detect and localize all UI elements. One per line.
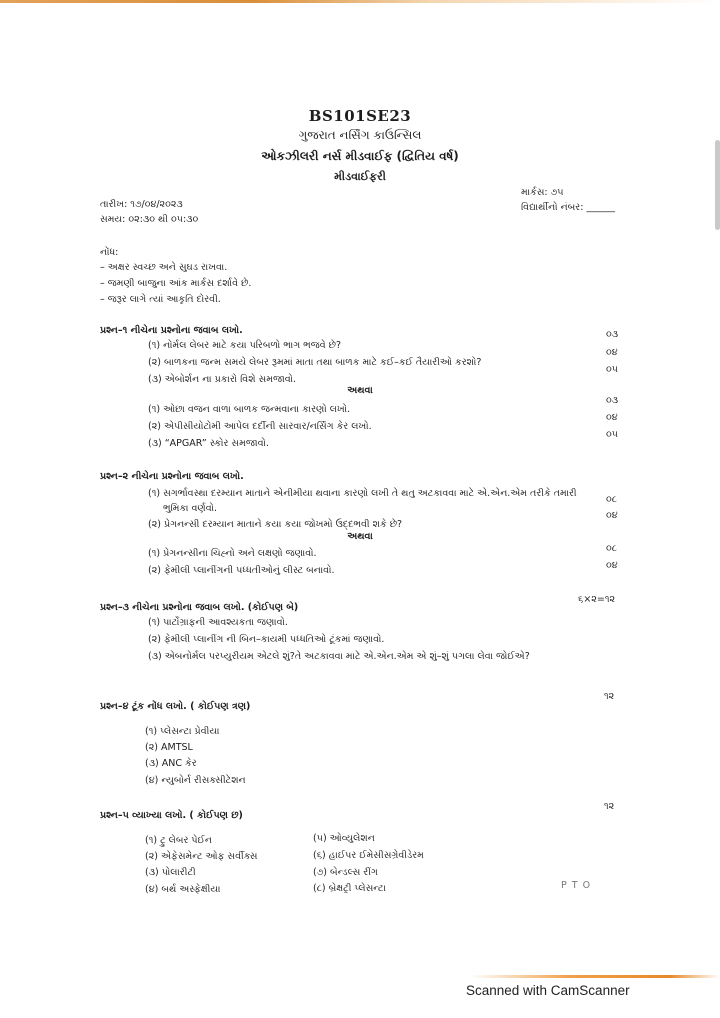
course-title: ઓકઝીલરી નર્સ મીડવાઈફ (દ્વિતિય વર્ષ): [261, 149, 459, 163]
q5-left-item: (૩) પોલારીટી: [145, 867, 196, 878]
q5-right-item: (૮) બ્રેક્ષટ્રી પ્લેસન્ટા: [313, 883, 386, 894]
q4-item: (૪) ન્યુબોર્ન રીસક્સીટેશન: [145, 775, 246, 786]
q2-item-marks: ૦૪: [606, 510, 618, 521]
subject-title: મીડવાઈફરી: [334, 170, 386, 183]
q4-item: (૧) પ્લેસન્ટા પ્રેવીયા: [145, 726, 220, 737]
q1-item: (૩) એબોર્શન ના પ્રકારો વિશે સમજાવો.: [148, 374, 297, 385]
q1-item: (૧) નોર્મલ લેબર માટે કયા પરિબળો ભાગ ભજવે છે?: [148, 340, 342, 351]
note-item: – જરૂર લાગે ત્યાં આકૃતિ દોરવી.: [100, 294, 221, 305]
q2-item: (૧) સગર્ભાવસ્થા દરમ્યાન માતાને એનીમીયા થવાના કારણો લખી તે થતુ અટકાવવા માટે એ.એન.એમ તરીકે તમારી: [148, 488, 577, 499]
note-item: – અક્ષર સ્વચ્છ અને સુઘડ રાખવા.: [100, 262, 228, 273]
q5-left-item: (૧) ટ્રુ લેબર પેઈન: [145, 835, 212, 846]
q1-alt-marks: ૦૪: [606, 412, 618, 423]
q2-or: અથવા: [347, 531, 373, 542]
q5-left-item: (૨) એફેસમેન્ટ ઓફ સર્વીક્સ: [145, 851, 258, 862]
q3-marks: ૬×૨=૧૨: [578, 594, 616, 605]
q1-item-marks: ૦૫: [606, 364, 618, 375]
camscanner-watermark: Scanned with CamScanner: [466, 983, 630, 998]
q3-item: (૩) એબનોર્મલ પરપ્યુરીયમ એટલે શું?તે અટકાવવા માટે એ.એન.એમ એ શું–શું પગલા લેવા જોઈએ?: [148, 651, 530, 662]
q4-marks: ૧૨: [604, 691, 615, 702]
q3-title: પ્રશ્ન–૩ નીચેના પ્રશ્નોના જવાબ લખો. (કોઈપણ બે): [100, 602, 299, 613]
q1-alt-marks: ૦૩: [606, 395, 619, 406]
paper-code: BS101SE23: [308, 107, 412, 125]
exam-date: તારીખ: ૧૭/૦૪/૨૦૨૩: [100, 199, 183, 210]
q1-alt-item: (૨) એપીસીયોટોમી આપેલ દર્દીની સારવાર/નર્સિંગ કેર લખો.: [148, 421, 372, 432]
notes-title: નોંધ:: [100, 247, 119, 258]
q1-item-marks: ૦૩: [606, 329, 619, 340]
camscanner-accent-line: [470, 975, 720, 978]
q4-title: પ્રશ્ન–૪ ટૂંક નોંધ લખો. ( કોઈપણ ત્રણ): [100, 701, 251, 712]
q2-alt-marks: ૦૮: [606, 543, 617, 554]
q4-item: (૩) ANC કેર: [145, 758, 197, 769]
q1-item: (૨) બાળકના જન્મ સમયે લેબર રૂમમાં માતા તથા બાળક માટે કઈ–કઈ તૈયારીઓ કરશો?: [148, 357, 482, 368]
pto-label: P T O: [561, 880, 592, 891]
q1-alt-item: (૧) ઓછા વજન વાળા બાળક જન્મવાના કારણો લખો.: [148, 404, 351, 415]
q1-or: અથવા: [347, 385, 373, 396]
q1-item-marks: ૦૪: [606, 347, 618, 358]
q5-title: પ્રશ્ન–૫ વ્યાખ્યા લખો. ( કોઈપણ છ): [100, 810, 243, 821]
q1-alt-marks: ૦૫: [606, 429, 618, 440]
q2-title: પ્રશ્ન–૨ નીચેના પ્રશ્નોના જવાબ લખો.: [100, 471, 244, 482]
q5-right-item: (૫) ઓવ્યુલેશન: [313, 833, 375, 844]
q2-item-marks: ૦૮: [606, 494, 617, 505]
exam-time: સમય: ૦૨:૩૦ થી ૦૫:૩૦: [100, 214, 199, 225]
q3-item: (૧) પાર્ટોગ્રાફની આવશ્યકતા જણાવો.: [148, 617, 288, 628]
q3-item: (૨) ફેમીલી પ્લાનીંગ ની બિન–કાયમી પધ્ધતિઓ ટૂંકમાં જણાવો.: [148, 634, 385, 645]
total-marks: માર્કસ: ૭૫: [521, 187, 564, 198]
q2-alt-marks: ૦૪: [606, 560, 618, 571]
q2-alt-item: (૧) પ્રેગનન્સીના ચિહ્નો અને લક્ષણો જણાવો.: [148, 548, 317, 559]
q2-alt-item: (૨) ફેમીલી પ્લાનીંગની પધ્ધતીઓનું લીસ્ટ બનાવો.: [148, 565, 335, 576]
q1-alt-item: (૩) “APGAR” સ્કોર સમજાવો.: [148, 438, 269, 449]
q5-right-item: (૬) હાઈપર ઈમેસીસગ્રેવીડેરમ: [313, 850, 424, 861]
q4-item: (૨) AMTSL: [145, 742, 193, 753]
q5-marks: ૧૨: [604, 801, 615, 812]
note-item: – જમણી બાજુના આંક માર્કસ દર્શાવે છે.: [100, 278, 252, 289]
q2-item: (૨) પ્રેગનન્સી દરમ્યાન માતાને કયા કયા જોખમો ઉદ્દભવી શકે છે?: [148, 519, 403, 530]
q1-title: પ્રશ્ન–૧ નીચેના પ્રશ્નોના જવાબ લખો.: [100, 325, 243, 336]
student-number-field: વિદ્યાર્થીનો નંબર: ______: [521, 202, 615, 213]
q5-left-item: (૪) બર્થ અસ્ફેક્ષીયા: [145, 884, 221, 895]
q5-right-item: (૭) બેન્ડલ્સ રીંગ: [313, 867, 378, 878]
council-name: ગુજરાત નર્સિંગ કાઉન્સિલ: [298, 128, 422, 142]
q2-item-cont: ભુમિકા વર્ણવો.: [163, 503, 218, 514]
